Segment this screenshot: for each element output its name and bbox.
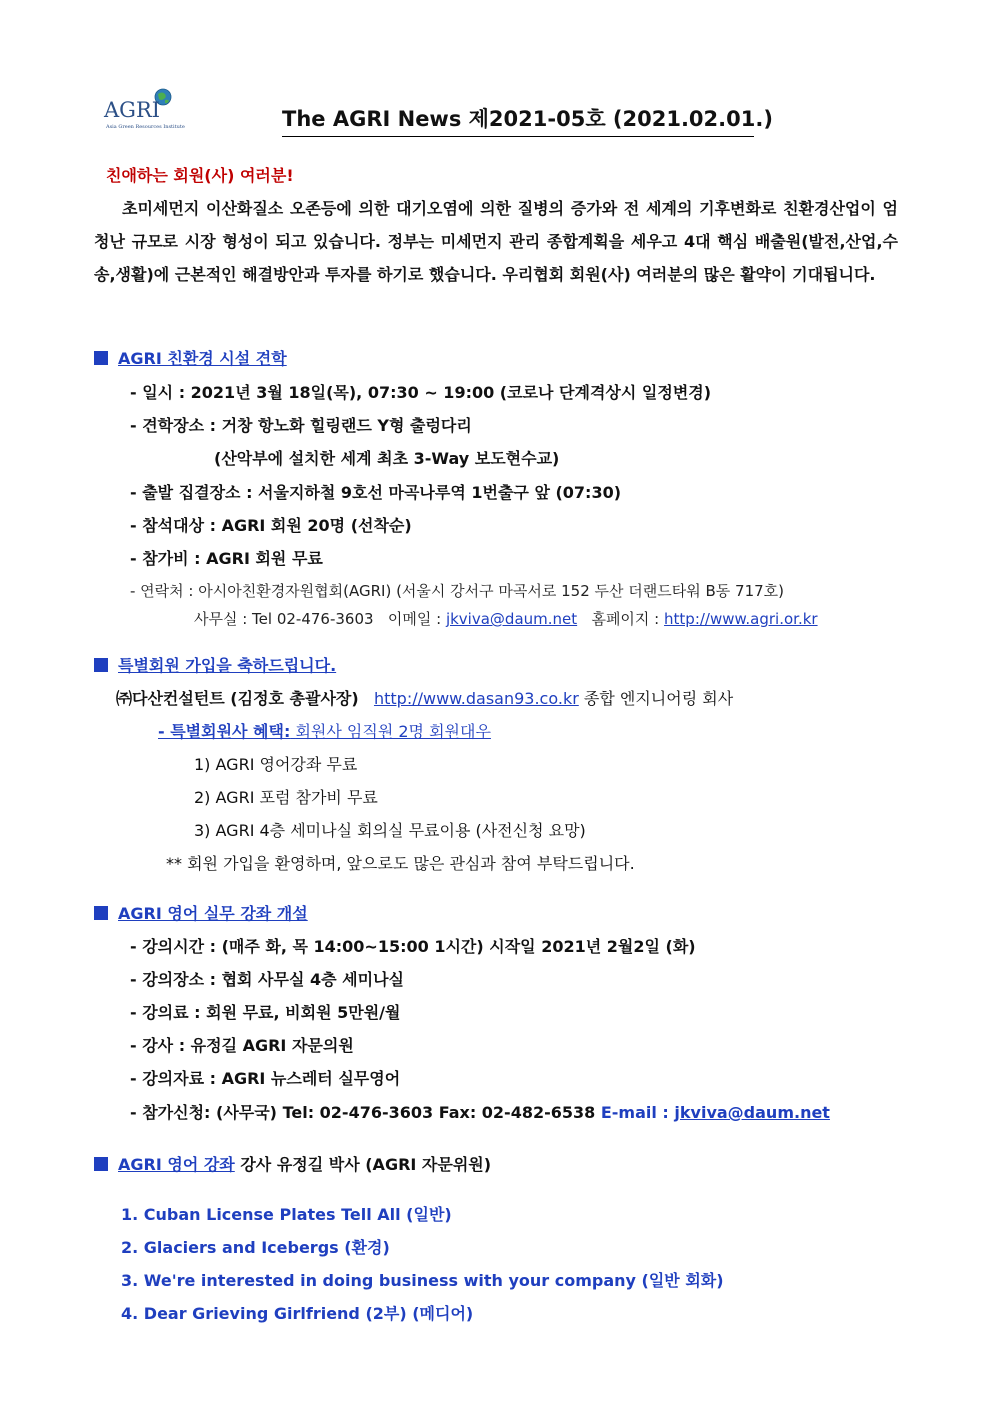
section-heading-lecture bbox=[94, 1152, 491, 1175]
tour-item: - 일시 : 2021년 3월 18일(목), 07:30 ~ 19:00 (코로나 단계격상시 일정변경) bbox=[130, 383, 712, 402]
intro-paragraph bbox=[94, 192, 898, 291]
apply-email-label: E-mail : bbox=[600, 1103, 669, 1122]
email-link[interactable]: jkviva@daum.net bbox=[445, 610, 578, 628]
tour-item: - 견학장소 : 거창 항노화 힐링랜드 Y형 출렁다리 bbox=[130, 416, 472, 435]
section-heading-tour: AGRI 친환경 시설 견학 bbox=[94, 346, 287, 369]
contact-line: - 연락처 : 아시아친환경자원협회(AGRI) (서울시 강서구 마곡서로 152 두산 더랜드타워 B동 717호) bbox=[130, 582, 785, 600]
homepage-label: 홈페이지 : bbox=[591, 610, 660, 628]
company-desc: 종합 엔지니어링 회사 bbox=[583, 689, 734, 708]
tour-item: - 출발 집결장소 : 서울지하철 9호선 마곡나루역 1번출구 앞 (07:30) bbox=[130, 483, 622, 502]
course-item: - 강의자료 : AGRI 뉴스레터 실무영어 bbox=[130, 1069, 401, 1088]
logo-wordmark: AGRI bbox=[104, 98, 161, 122]
square-bullet-icon bbox=[94, 658, 108, 672]
special-company-line bbox=[116, 686, 733, 709]
email-label: 이메일 : bbox=[387, 610, 442, 628]
tour-item: (산악부에 설치한 세계 최초 3-Way 보도현수교) bbox=[214, 449, 560, 468]
lecture-heading: AGRI 영어 강좌 bbox=[118, 1155, 235, 1174]
logo-tagline: Asia Green Resources Institute bbox=[106, 124, 185, 130]
section-heading-special: 특별회원 가입을 축하드립니다. bbox=[94, 653, 336, 676]
benefit-text: 회원사 임직원 2명 회원대우 bbox=[295, 722, 491, 741]
agri-logo bbox=[104, 88, 185, 134]
course-item: - 강의료 : 회원 무료, 비회원 5만원/월 bbox=[130, 1003, 401, 1022]
benefit-label: - 특별회원사 혜택: bbox=[158, 722, 291, 741]
page-title: The AGRI News 제2021-05호 (2021.02.01.) bbox=[282, 102, 754, 137]
benefit-line bbox=[158, 719, 491, 742]
course-item: - 강사 : 유정길 AGRI 자문의원 bbox=[130, 1036, 354, 1055]
section-heading-course: AGRI 영어 실무 강좌 개설 bbox=[94, 901, 308, 924]
lecture-item: 1. Cuban License Plates Tell All (일반) bbox=[121, 1205, 452, 1224]
company-url-link[interactable]: http://www.dasan93.co.kr bbox=[373, 689, 579, 708]
lecture-item: 2. Glaciers and Icebergs (환경) bbox=[121, 1238, 390, 1257]
course-apply bbox=[130, 1100, 830, 1123]
office-text: 사무실 : Tel 02-476-3603 bbox=[194, 610, 374, 628]
lecture-heading-rest: 강사 유정길 박사 (AGRI 자문위원) bbox=[240, 1155, 492, 1174]
greeting: 친애하는 회원(사) 여러분! bbox=[106, 166, 294, 185]
course-item: - 강의장소 : 협회 사무실 4층 세미나실 bbox=[130, 970, 404, 989]
benefit-item: 2) AGRI 포럼 참가비 무료 bbox=[194, 788, 378, 807]
benefit-item: 1) AGRI 영어강좌 무료 bbox=[194, 755, 358, 774]
square-bullet-icon bbox=[94, 351, 108, 365]
benefit-item: 3) AGRI 4층 세미나실 회의실 무료이용 (사전신청 요망) bbox=[194, 821, 586, 840]
tour-item: - 참석대상 : AGRI 회원 20명 (선착순) bbox=[130, 516, 412, 535]
tour-item: - 참가비 : AGRI 회원 무료 bbox=[130, 549, 323, 568]
intro-text: 초미세먼지 이산화질소 오존등에 의한 대기오염에 의한 질병의 증가와 전 세계의 기후변화로 친환경산업이 엄청난 규모로 시장 형성이 되고 있습니다. 정부는 미세먼지 관리 종합계획을 세우고 4대 핵심 배출원(발전,산업,수송,생활)에 근본적인 해결방안과 투자를 하기로 했습니다. 우리협회 회원(사) 여러분의 많은 활약이 기대됩니다. bbox=[94, 199, 898, 284]
apply-email-link[interactable]: jkviva@daum.net bbox=[674, 1103, 830, 1122]
square-bullet-icon bbox=[94, 906, 108, 920]
contact-office bbox=[194, 608, 818, 629]
welcome-note: ** 회원 가입을 환영하며, 앞으로도 많은 관심과 참여 부탁드립니다. bbox=[166, 854, 635, 873]
square-bullet-icon bbox=[94, 1157, 108, 1171]
lecture-item: 3. We're interested in doing business with your company (일반 회화) bbox=[121, 1271, 724, 1290]
company-name: ㈜다산컨설턴트 (김정호 총괄사장) bbox=[116, 689, 359, 708]
apply-text: - 참가신청: (사무국) Tel: 02-476-3603 Fax: 02-482-6538 bbox=[130, 1103, 596, 1122]
homepage-link[interactable]: http://www.agri.or.kr bbox=[664, 610, 818, 628]
lecture-item: 4. Dear Grieving Girlfriend (2부) (메디어) bbox=[121, 1304, 474, 1323]
course-item: - 강의시간 : (매주 화, 목 14:00~15:00 1시간) 시작일 2021년 2월2일 (화) bbox=[130, 937, 696, 956]
